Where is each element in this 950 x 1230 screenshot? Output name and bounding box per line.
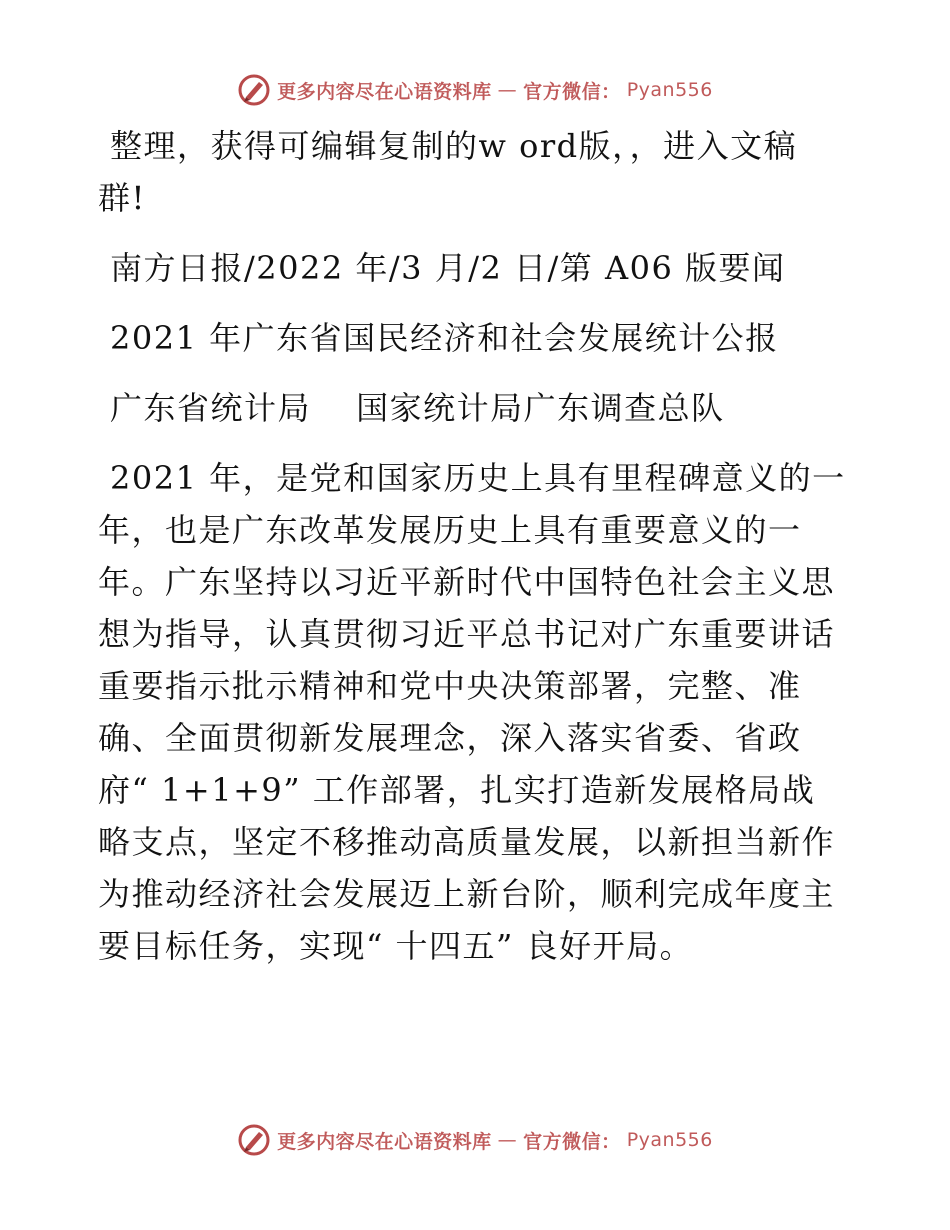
paragraph-line: 略支点，坚定不移推动高质量发展，以新担当新作 — [98, 823, 836, 861]
paragraph-line: 年。广东坚持以习近平新时代中国特色社会主义思 — [98, 563, 836, 601]
document-title: 2021 年广东省国民经济和社会发展统计公报 — [110, 319, 779, 357]
banner-handle: Pyan556 — [626, 79, 713, 101]
paragraph-line: 为推动经济社会发展迈上新台阶，顺利完成年度主 — [98, 875, 836, 913]
pen-logo-icon — [237, 73, 271, 107]
banner-main-text: 更多内容尽在心语资料库 — [277, 1130, 492, 1153]
intro-line-2: 群! — [98, 179, 146, 217]
source-line: 南方日报/2022 年/3 月/2 日/第 A06 版要闻 — [110, 249, 786, 287]
paragraph-line: 府“ 1+1+9” 工作部署，扎实打造新发展格局战 — [98, 771, 816, 809]
paragraph-line: 确、全面贯彻新发展理念，深入落实省委、省政 — [98, 719, 802, 757]
banner-contact-text: 官方微信： — [523, 1130, 621, 1153]
pen-logo-icon — [237, 1123, 271, 1157]
intro-line-1: 整理，获得可编辑复制的w ord版，，进入文稿 — [110, 127, 798, 165]
header-banner — [0, 70, 950, 110]
banner-handle: Pyan556 — [626, 1129, 713, 1151]
paragraph-line: 要目标任务，实现“ 十四五” 良好开局。 — [98, 927, 694, 965]
paragraph-line: 年，也是广东改革发展历史上具有重要意义的一 — [98, 511, 802, 549]
document-body — [98, 120, 858, 972]
paragraph-line: 2021 年，是党和国家历史上具有里程碑意义的一 — [110, 459, 846, 497]
document-authors: 广东省统计局 国家统计局广东调查总队 — [110, 389, 725, 427]
banner-contact-text: 官方微信： — [523, 80, 621, 103]
banner-main-text: 更多内容尽在心语资料库 — [277, 80, 492, 103]
paragraph-line: 重要指示批示精神和党中央决策部署，完整、准 — [98, 667, 802, 705]
banner-separator: — — [497, 79, 518, 101]
banner-separator: — — [497, 1129, 518, 1151]
paragraph-line: 想为指导，认真贯彻习近平总书记对广东重要讲话 — [98, 615, 836, 653]
footer-banner — [0, 1120, 950, 1160]
main-paragraph — [98, 452, 858, 972]
